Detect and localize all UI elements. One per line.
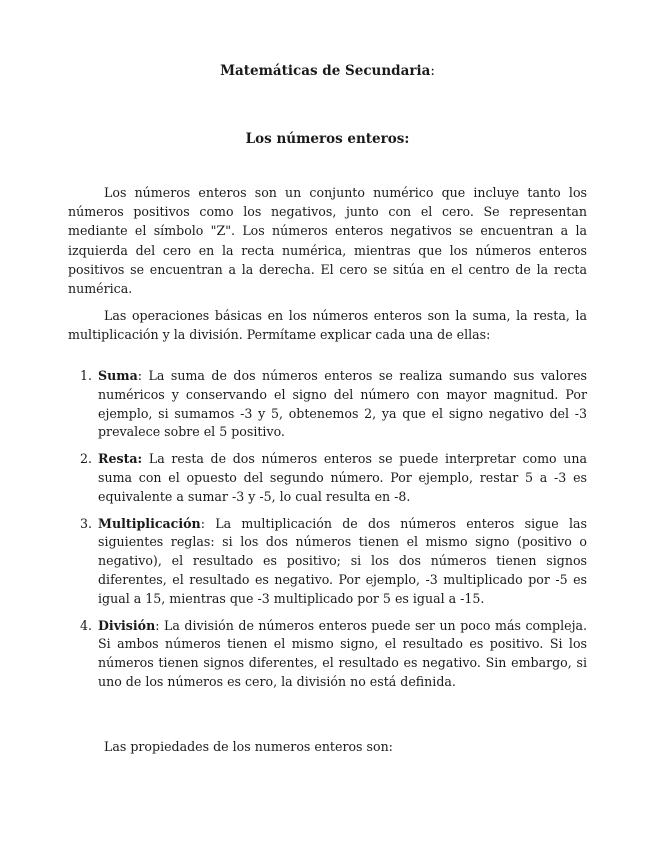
document-title xyxy=(0,63,655,79)
list-item-text: La multiplicación de dos números enteros sigue las siguientes reglas: si los dos números tienen el mismo signo (positivo o negativo), el resultado es positivo; si los dos números tienen signos diferentes, el resultado es negativo. Por ejemplo, -3 multiplicado por -5 es igual a 15, mientras que -3 multiplicado por 5 es igual a -15. xyxy=(98,515,587,606)
list-item-number: 1. xyxy=(80,368,93,383)
list-item-term: Resta: xyxy=(98,451,143,467)
properties-intro: Las propiedades de los numeros enteros son: xyxy=(104,739,393,754)
list-item-term: Suma xyxy=(98,368,138,383)
list-item-resta xyxy=(68,450,587,506)
list-item-separator: : xyxy=(200,515,205,531)
list-item-suma xyxy=(68,367,587,442)
list-item-text: La suma de dos números enteros se realiza sumando sus valores numéricos y conservando el signo del número con mayor magnitud. Por ejemplo, si sumamos -3 y 5, obtenemos 2, ya que el signo negativo del -3 prevalece sobre el 5 positivo. xyxy=(98,368,587,440)
list-item-number: 3. xyxy=(80,515,93,531)
list-item-division xyxy=(68,617,587,692)
list-item-separator: : xyxy=(155,617,160,633)
operations-intro-paragraph: Las operaciones básicas en los números enteros son la suma, la resta, la multiplicación y la división. Permítame explicar cada una de ellas: xyxy=(68,308,587,343)
intro-paragraph: Los números enteros son un conjunto numérico que incluye tanto los números positivos como los negativos, junto con el cero. Se representan mediante el símbolo "Z". Los números enteros negativos se encuentran a la izquierda del cero en la recta numérica, mientras que los números enteros positivos se encuentran a la derecha. El cero se sitúa en el centro de la recta numérica. xyxy=(68,185,587,297)
document-title-text: Matemáticas de Secundaria xyxy=(220,63,431,79)
list-item-text: La resta de dos números enteros se puede interpretar como una suma con el opuesto del segundo número. Por ejemplo, restar 5 a -3 es equivalente a sumar -3 y -5, lo cual resulta en -8. xyxy=(98,451,587,504)
operations-list xyxy=(68,367,587,700)
list-item-separator: : xyxy=(137,368,142,383)
list-item-number: 2. xyxy=(80,451,93,467)
section-heading: Los números enteros: xyxy=(245,131,410,147)
document-title-colon: : xyxy=(430,63,435,79)
list-item-number: 4. xyxy=(80,617,93,633)
list-item-term: División xyxy=(98,617,156,633)
list-item-text: La división de números enteros puede ser un poco más compleja. Si ambos números tienen el mismo signo, el resultado es positivo. Si los números tienen signos diferentes, el resultado es negativo. Sin embargo, si uno de los números es cero, la división no está definida. xyxy=(98,617,587,689)
list-item-multiplicacion xyxy=(68,515,587,609)
list-item-term: Multiplicación xyxy=(98,515,201,531)
